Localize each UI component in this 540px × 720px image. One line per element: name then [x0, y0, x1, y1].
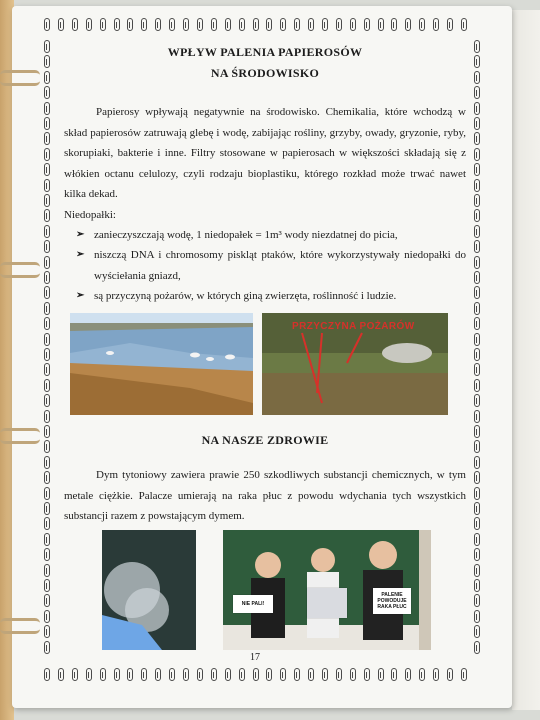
- binder-ring: [0, 428, 40, 444]
- bullet-text: niszczą DNA i chromosomy piskląt ptaków, które wykorzystywały niedopałki do wyściełania gniazd,: [94, 249, 466, 282]
- paperclip-icon: [391, 18, 397, 31]
- paperclip-icon: [141, 18, 147, 31]
- paperclip-icon: [44, 317, 50, 330]
- bullet-arrow-icon: ➢: [76, 290, 85, 301]
- paperclip-icon: [44, 394, 50, 407]
- paperclip-icon: [474, 641, 480, 654]
- paperclip-icon: [44, 256, 50, 269]
- paperclip-icon: [44, 179, 50, 192]
- paperclip-icon: [474, 348, 480, 361]
- lake-swans-photo: [70, 313, 253, 415]
- paperclip-icon: [266, 18, 272, 31]
- paperclip-icon: [322, 668, 328, 681]
- paperclip-icon: [44, 502, 50, 515]
- paperclip-icon: [474, 502, 480, 515]
- paperclip-icon: [114, 18, 120, 31]
- paperclip-icon: [308, 18, 314, 31]
- paperclip-icon: [336, 18, 342, 31]
- paperclip-icon: [474, 456, 480, 469]
- paperclip-icon: [280, 668, 286, 681]
- paperclip-icon: [474, 55, 480, 68]
- paperclip-icon: [239, 18, 245, 31]
- paperclip-icon: [253, 18, 259, 31]
- paperclip-icon: [44, 302, 50, 315]
- paperclip-icon: [474, 102, 480, 115]
- page-title-line1: WPŁYW PALENIA PAPIEROSÓW: [167, 45, 363, 59]
- paperclip-icon: [44, 579, 50, 592]
- no-smoking-sign-text: NIE PALI!: [241, 601, 265, 607]
- paperclip-icon: [280, 18, 286, 31]
- paperclip-icon: [474, 333, 480, 346]
- paperclip-icon: [474, 179, 480, 192]
- paperclip-icon: [44, 209, 50, 222]
- paperclip-icon: [474, 533, 480, 546]
- paperclip-icon: [44, 410, 50, 423]
- paperclip-icon: [44, 564, 50, 577]
- paperclip-icon: [419, 18, 425, 31]
- page-number: 17: [250, 652, 260, 663]
- paperclip-icon: [44, 333, 50, 346]
- binder-ring: [0, 618, 40, 634]
- paperclip-icon: [391, 668, 397, 681]
- intro-paragraph: Papierosy wpływają negatywnie na środowisko. Chemikalia, które wchodzą w skład papierosów zatruwają glebę i wodę, zabijając rośliny, grzyby, owady, gryzonie, ryby, skorupiaki, bakterie i inne. Filtry stosowane w papierosach w większości składają się z włókien octanu celulozy, czyli rodzaju bioplastiku, którego rozkład może trwać nawet kilka dekad.: [64, 106, 466, 200]
- paperclip-icon: [141, 668, 147, 681]
- paperclip-icon: [44, 286, 50, 299]
- paperclip-icon: [474, 225, 480, 238]
- paperclip-icon: [183, 18, 189, 31]
- paperclip-icon: [114, 668, 120, 681]
- paperclip-icon: [364, 668, 370, 681]
- paperclip-icon: [44, 55, 50, 68]
- paperclip-icon: [474, 86, 480, 99]
- paperclip-icon: [44, 117, 50, 130]
- paperclip-icon: [474, 163, 480, 176]
- page-title-line2: NA ŚRODOWISKO: [210, 66, 320, 80]
- paperclip-icon: [44, 102, 50, 115]
- paperclip-icon: [44, 271, 50, 284]
- paperclip-icon: [86, 18, 92, 31]
- paperclip-icon: [44, 668, 50, 681]
- paperclip-icon: [44, 610, 50, 623]
- paperclip-icon: [474, 317, 480, 330]
- paperclip-icon: [44, 425, 50, 438]
- paperclip-icon: [58, 18, 64, 31]
- paperclip-icon: [474, 194, 480, 207]
- paperclip-icon: [44, 440, 50, 453]
- page-stack-edge: [512, 10, 540, 710]
- paperclip-icon: [197, 668, 203, 681]
- paperclip-icon: [266, 668, 272, 681]
- health-title: NA NASZE ZDROWIE: [201, 433, 329, 447]
- paperclip-icon: [44, 348, 50, 361]
- paperclip-icon: [405, 18, 411, 31]
- lung-cancer-sign-text: PALENIE POWODUJE RAKA PŁUC: [377, 592, 407, 610]
- bullet-text: są przyczyną pożarów, w których giną zwierzęta, roślinność i ludzie.: [94, 290, 397, 302]
- bullet-arrow-icon: ➢: [76, 228, 85, 240]
- paperclip-icon: [197, 18, 203, 31]
- paperclip-icon: [169, 18, 175, 31]
- paperclip-icon: [308, 668, 314, 681]
- paperclip-icon: [44, 40, 50, 53]
- paperclip-icon: [44, 86, 50, 99]
- paperclip-icon: [474, 132, 480, 145]
- paperclip-icon: [44, 240, 50, 253]
- bullet-item: [76, 245, 466, 286]
- paperclip-icon: [474, 410, 480, 423]
- paperclip-icon: [44, 533, 50, 546]
- fire-photo-label: PRZYCZYNA POŻARÓW: [292, 321, 415, 332]
- paperclip-icon: [474, 302, 480, 315]
- smoke-photo: [102, 530, 196, 650]
- bullet-item: [76, 225, 466, 246]
- paperclip-icon: [474, 271, 480, 284]
- paperclip-icon: [474, 286, 480, 299]
- paperclip-icon: [474, 40, 480, 53]
- paperclip-icon: [127, 18, 133, 31]
- paperclip-icon: [44, 456, 50, 469]
- paperclip-icon: [44, 194, 50, 207]
- paperclip-icon: [474, 579, 480, 592]
- paperclip-icon: [211, 668, 217, 681]
- paperclip-icon: [474, 548, 480, 561]
- paperclip-icon: [44, 148, 50, 161]
- paperclip-icon: [350, 18, 356, 31]
- paperclip-icon: [405, 668, 411, 681]
- paperclip-icon: [474, 471, 480, 484]
- paperclip-icon: [461, 18, 467, 31]
- paperclip-icon: [474, 487, 480, 500]
- paperclip-icon: [474, 209, 480, 222]
- paperclip-icon: [44, 163, 50, 176]
- paperclip-icon: [127, 668, 133, 681]
- bullet-item: [76, 286, 466, 307]
- fire-cause-photo: [262, 313, 448, 415]
- paperclip-icon: [86, 668, 92, 681]
- paperclip-icon: [44, 18, 50, 31]
- paperclip-icon: [100, 18, 106, 31]
- paperclip-icon: [72, 668, 78, 681]
- paperclip-icon: [294, 668, 300, 681]
- butts-label: Niedopałki:: [64, 208, 116, 221]
- paperclip-icon: [44, 363, 50, 376]
- paperclip-icon: [378, 668, 384, 681]
- paperclip-icon: [474, 117, 480, 130]
- paperclip-icon: [211, 18, 217, 31]
- paperclip-icon: [44, 225, 50, 238]
- paperclip-icon: [350, 668, 356, 681]
- paperclip-icon: [294, 18, 300, 31]
- paperclip-icon: [44, 379, 50, 392]
- xray-sheet: [307, 588, 347, 618]
- paperclip-icon: [44, 641, 50, 654]
- paperclip-icon: [225, 18, 231, 31]
- paperclip-icon: [433, 668, 439, 681]
- paperclip-icon: [419, 668, 425, 681]
- paperclip-icon: [474, 425, 480, 438]
- binder-ring: [0, 262, 40, 278]
- paperclip-icon: [474, 517, 480, 530]
- butts-bullet-list: [64, 225, 466, 307]
- paperclip-icon: [44, 132, 50, 145]
- paperclip-icon: [225, 668, 231, 681]
- paperclip-icon: [44, 517, 50, 530]
- paperclip-icon: [474, 625, 480, 638]
- bullet-text: zanieczyszczają wodę, 1 niedopałek = 1m³ wody niezdatnej do picia,: [94, 228, 398, 241]
- bullet-arrow-icon: ➢: [76, 249, 85, 260]
- paperclip-icon: [72, 18, 78, 31]
- paperclip-icon: [447, 668, 453, 681]
- paperclip-icon: [322, 18, 328, 31]
- paperclip-icon: [474, 564, 480, 577]
- paperclip-icon: [44, 487, 50, 500]
- paperclip-icon: [100, 668, 106, 681]
- paperclip-icon: [44, 625, 50, 638]
- paperclip-icon: [44, 471, 50, 484]
- paperclip-icon: [474, 256, 480, 269]
- health-section: [64, 430, 466, 527]
- health-paragraph: Dym tytoniowy zawiera prawie 250 szkodliwych substancji chemicznych, w tym metale ciężkie. Palacze umierają na raka płuc z powodu wdychania tych wszystkich substancji razem z powstającym dymem.: [64, 469, 466, 522]
- paperclip-icon: [474, 394, 480, 407]
- paperclip-icon: [44, 548, 50, 561]
- lung-cancer-sign: [373, 588, 411, 614]
- students-photo: [223, 530, 431, 650]
- paperclip-icon: [474, 379, 480, 392]
- paperclip-icon: [44, 594, 50, 607]
- paperclip-icon: [474, 440, 480, 453]
- paperclip-icon: [474, 363, 480, 376]
- paperclip-icon: [239, 668, 245, 681]
- paperclip-icon: [44, 71, 50, 84]
- paperclip-icon: [474, 594, 480, 607]
- page-content: [64, 42, 466, 307]
- paperclip-icon: [336, 668, 342, 681]
- paperclip-icon: [461, 668, 467, 681]
- paperclip-icon: [155, 668, 161, 681]
- paperclip-icon: [447, 18, 453, 31]
- paperclip-icon: [155, 18, 161, 31]
- paperclip-icon: [474, 610, 480, 623]
- paperclip-icon: [58, 668, 64, 681]
- paperclip-icon: [253, 668, 259, 681]
- paperclip-icon: [364, 18, 370, 31]
- no-smoking-sign: [233, 595, 273, 613]
- paperclip-icon: [183, 668, 189, 681]
- paperclip-icon: [433, 18, 439, 31]
- paperclip-icon: [169, 668, 175, 681]
- binder-ring: [0, 70, 40, 86]
- paperclip-icon: [474, 71, 480, 84]
- paperclip-icon: [474, 148, 480, 161]
- paperclip-icon: [474, 240, 480, 253]
- paperclip-icon: [378, 18, 384, 31]
